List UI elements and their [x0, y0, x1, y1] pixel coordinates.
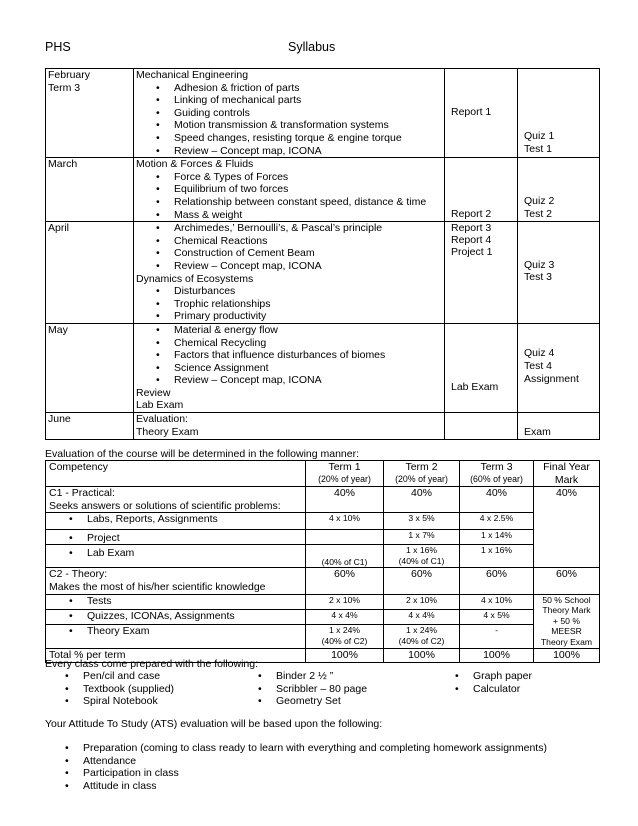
list-item: • Trophic relationships: [136, 298, 442, 311]
schedule-row-february: [46, 69, 600, 158]
quiz-cell: Quiz 3 Test 3: [518, 222, 600, 324]
list-item: • Adhesion & friction of parts: [136, 82, 442, 95]
list-item: • Disturbances: [136, 285, 442, 298]
table-row: • Theory Exam 1 x 24% (40% of C2) 1 x 24% (40% of C2) -: [46, 625, 600, 648]
topic-cell: [134, 69, 445, 158]
month-cell: April: [46, 222, 134, 324]
table-row: • Quizzes, ICONAs, Assignments 4 x 4% 4 x 4% 4 x 5%: [46, 609, 600, 624]
table-row: • Lab Exam (40% of C1) 1 x 16% (40% of C1) 1 x 16%: [46, 545, 600, 568]
report-cell: [445, 413, 518, 440]
c2-row: C2 - Theory: Makes the most of his/her scientific knowledge 60% 60% 60% 60%: [46, 568, 600, 594]
list-item: • Archimedes,’ Bernoulli’s, & Pascal’s principle: [136, 222, 442, 235]
quiz-cell: Quiz 1 Test 1: [518, 69, 600, 158]
list-item: • Chemical Recycling: [136, 337, 442, 350]
table-row: • Tests 2 x 10% 2 x 10% 4 x 10% 50 % School Theory Mark + 50 % MEESR Theory Exam: [46, 594, 600, 609]
schedule-row-march: [46, 158, 600, 222]
topic-cell: • Material & energy flow • Chemical Recycling • Factors that influence disturbances of biomes • Science Assignment • Review – Concept map, ICONA Review Lab Exam: [134, 323, 445, 412]
report-cell: Report 1: [445, 69, 518, 158]
list-item: • Linking of mechanical parts: [136, 94, 442, 107]
list-item: • Relationship between constant speed, distance & time: [136, 196, 442, 209]
list-item: • Motion transmission & transformation systems: [136, 119, 442, 132]
topic-cell: [134, 222, 445, 324]
topic-list: [136, 222, 442, 272]
schedule-row-may: [46, 323, 600, 412]
quiz-cell: Quiz 2 Test 2: [518, 158, 600, 222]
list-item: • Mass & weight: [136, 209, 442, 222]
month-cell: February Term 3: [46, 69, 134, 158]
report-cell: Lab Exam: [445, 323, 518, 412]
list-item: • Speed changes, resisting torque & engine torque: [136, 132, 442, 145]
quiz-cell: Quiz 4 Test 4 Assignment: [518, 323, 600, 412]
schedule-row-april: [46, 222, 600, 324]
list-item: • Scribbler – 80 page: [238, 683, 367, 696]
month-cell: June: [46, 413, 134, 440]
list-item: • Geometry Set: [238, 695, 367, 708]
table-row: • Project 1 x 7% 1 x 14%: [46, 530, 600, 545]
list-item: • Guiding controls: [136, 107, 442, 120]
list-item: • Material & energy flow: [136, 324, 442, 337]
total-row: Total % per term 100% 100% 100% 100%: [46, 648, 600, 662]
list-item: • Spiral Notebook: [45, 695, 174, 708]
topic-title: Motion & Forces & Fluids: [136, 158, 254, 171]
list-item: • Preparation (coming to class ready to learn with everything and completing homework assignments): [45, 742, 547, 755]
topic-list: [136, 324, 442, 387]
evaluation-intro: Evaluation of the course will be determined in the following manner:: [45, 448, 360, 460]
evaluation-table: [45, 460, 600, 663]
final-theory-cell: 50 % School Theory Mark + 50 % MEESR Theory Exam: [534, 594, 600, 648]
evaluation-header-row: Competency Term 1 (20% of year) Term 2 (20% of year) Term 3 (60% of year) Final Year Mark: [46, 461, 600, 487]
list-item: • Force & Types of Forces: [136, 171, 442, 184]
list-item: • Pen/cil and case: [45, 670, 174, 683]
report-cell: Report 3 Report 4 Project 1: [445, 222, 518, 324]
supplies-list: [45, 670, 605, 710]
list-item: • Construction of Cement Beam: [136, 247, 442, 260]
topic-cell: Evaluation: Theory Exam: [134, 413, 445, 440]
list-item: • Review – Concept map, ICONA: [136, 260, 442, 273]
report-cell: Report 2: [445, 158, 518, 222]
list-item: • Attitude in class: [45, 780, 547, 793]
list-item: • Chemical Reactions: [136, 235, 442, 248]
supplies-column-2: [238, 670, 367, 708]
supplies-column-1: [45, 670, 174, 708]
list-item: • Textbook (supplied): [45, 683, 174, 696]
ats-intro: Your Attitude To Study (ATS) evaluation will be based upon the following:: [45, 718, 383, 730]
list-item: • Primary productivity: [136, 310, 442, 323]
topic-title: Mechanical Engineering: [136, 69, 249, 81]
table-row: • Labs, Reports, Assignments 4 x 10% 3 x 5% 4 x 2.5%: [46, 513, 600, 530]
topic-list: [136, 285, 442, 323]
schedule-row-june: [46, 413, 600, 440]
topic-cell: [134, 158, 445, 222]
list-item: • Factors that influence disturbances of biomes: [136, 349, 442, 362]
c1-row: C1 - Practical: Seeks answers or solutions of scientific problems: 40% 40% 40% 40%: [46, 487, 600, 513]
list-item: • Review – Concept map, ICONA: [136, 145, 442, 158]
topic-list: [136, 82, 442, 158]
prepared-intro: Every class come prepared with the following:: [45, 658, 259, 670]
month-cell: May: [46, 323, 134, 412]
topic-subtitle: Dynamics of Ecosystems: [136, 272, 254, 285]
school-code: PHS: [45, 40, 71, 54]
list-item: • Participation in class: [45, 767, 547, 780]
list-item: • Binder 2 ½ ”: [238, 670, 367, 683]
month-cell: March: [46, 158, 134, 222]
schedule-table: [45, 68, 600, 440]
page-title: Syllabus: [288, 40, 336, 54]
quiz-cell: Exam: [518, 413, 600, 440]
supplies-column-3: [435, 670, 532, 695]
ats-list: [45, 742, 547, 792]
list-item: • Science Assignment: [136, 362, 442, 375]
page-header: [45, 41, 595, 57]
list-item: • Equilibrium of two forces: [136, 183, 442, 196]
list-item: • Graph paper: [435, 670, 532, 683]
list-item: • Review – Concept map, ICONA: [136, 374, 442, 387]
list-item: • Attendance: [45, 755, 547, 768]
list-item: • Calculator: [435, 683, 532, 696]
topic-list: [136, 171, 442, 221]
